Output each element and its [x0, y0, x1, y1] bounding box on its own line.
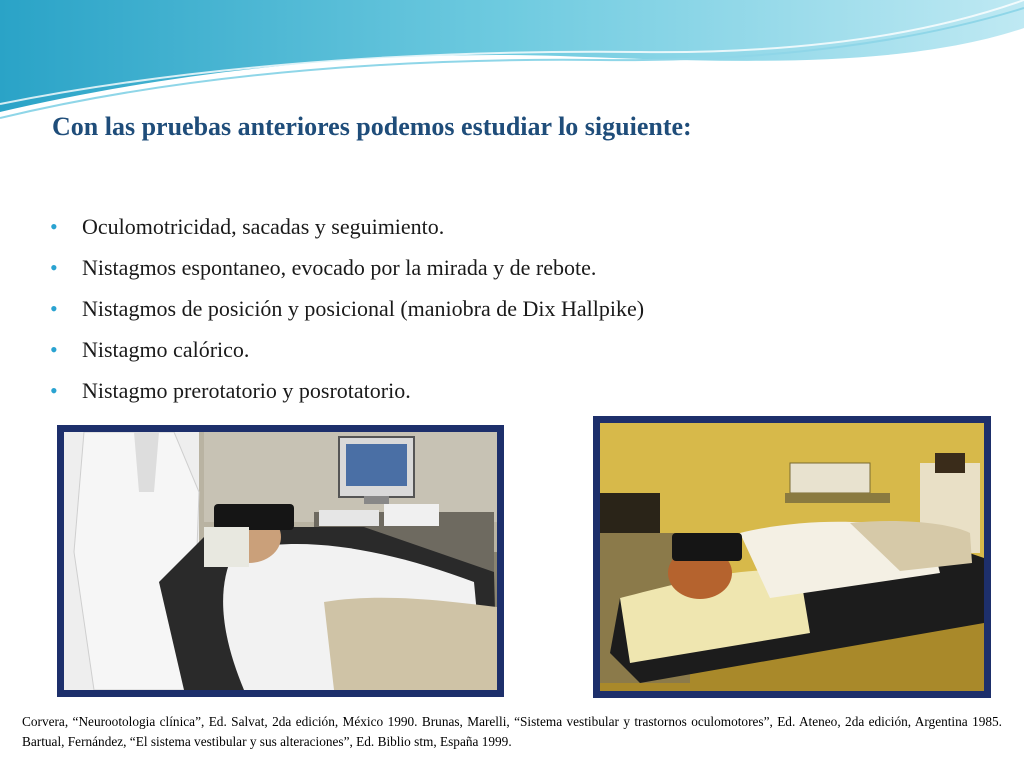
bullet-list — [48, 210, 644, 415]
bullet-text: Nistagmos de posición y posicional (maniobra de Dix Hallpike) — [82, 296, 645, 321]
bullet-icon: • — [50, 255, 58, 280]
bullet-icon: • — [50, 378, 58, 403]
bullet-text: Nistagmo prerotatorio y posrotatorio. — [82, 378, 411, 403]
list-item — [48, 251, 644, 292]
list-item — [48, 374, 644, 415]
photo-illustration — [600, 423, 984, 691]
photo-patient-goggles-exam — [57, 425, 504, 697]
bullet-text: Nistagmos espontaneo, evocado por la mirada y de rebote. — [82, 255, 597, 280]
bullet-icon: • — [50, 337, 58, 362]
list-item — [48, 333, 644, 374]
bibliographic-reference: Corvera, “Neurootologia clínica”, Ed. Salvat, 2da edición, México 1990. Brunas, Marelli, “Sistema vestibular y trastornos oculomotores”, Ed. Ateneo, 2da edición, Argentina 1985. Bartual, Fernández, “El sistema vestibular y sus alteraciones”, Ed. Biblio stm, España 1999. — [22, 714, 1002, 749]
photo-patient-positional-test — [593, 416, 991, 698]
list-item — [48, 210, 644, 251]
photo-illustration — [64, 432, 497, 690]
bullet-icon: • — [50, 214, 58, 239]
header-wave-decoration — [0, 0, 1024, 120]
bullet-text: Nistagmo calórico. — [82, 337, 250, 362]
list-item — [48, 292, 644, 333]
bullet-text: Oculomotricidad, sacadas y seguimiento. — [82, 214, 445, 239]
slide-title: Con las pruebas anteriores podemos estudiar lo siguiente: — [52, 112, 692, 141]
bullet-icon: • — [50, 296, 58, 321]
